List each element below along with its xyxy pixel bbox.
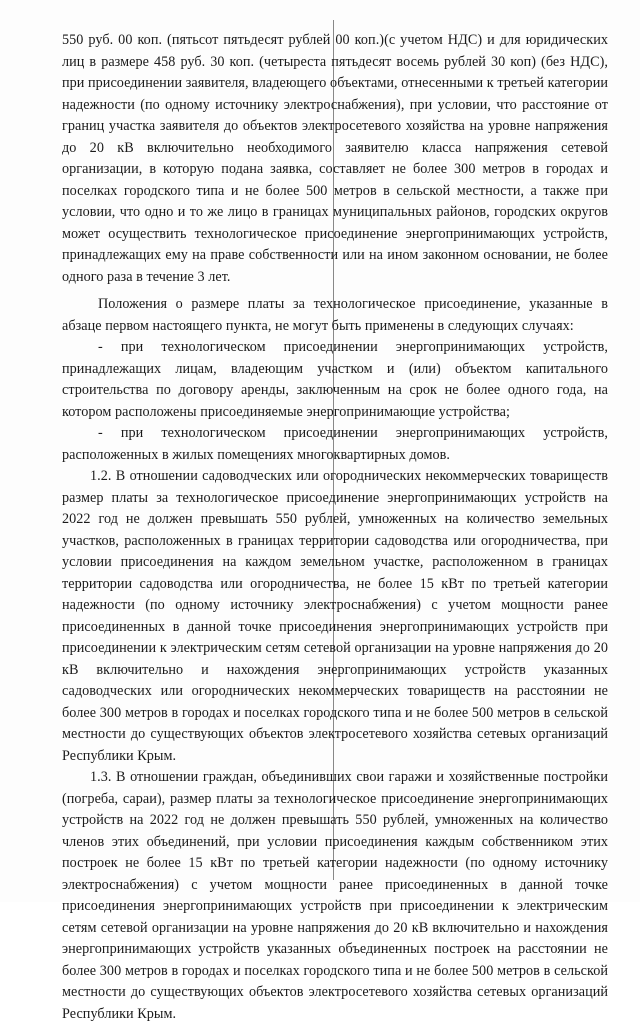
document-body [62,30,608,1025]
paragraph-tariff-continuation: 550 руб. 00 коп. (пятьсот пятьдесят рублей 00 коп.)(с учетом НДС) и для юридических лиц в размере 458 руб. 30 коп. (четыреста пятьдесят восемь рублей 30 коп) (без НДС), при присоединении заявителя, владеющего объектами, отнесенными к третьей категории надежности (по одному источнику электроснабжения), при условии, что расстояние от границ участка заявителя до объектов электросетевого хозяйства на уровне напряжения до 20 кВ включительно необходимого заявителю класса напряжения сетевой организации, в которую подана заявка, составляет не более 300 метров в городах и поселках городского типа и не более 500 метров в сельской местности, а также при условии, что одно и то же лицо в границах муниципальных районов, городских округов может осуществить технологическое присоединение энергопринимающих устройств, принадлежащих ему на праве собственности или на ином законном основании, не более одного раза в течение 3 лет. [62,32,608,285]
paragraph-restrictions-intro: Положения о размере платы за технологическое присоединение, указанные в абзаце первом настоящего пункта, не могут быть применены в следующих случаях: [62,296,608,334]
clause-1-2: 1.2. В отношении садоводческих или огороднических некоммерческих товариществ размер платы за технологическое присоединение энергопринимающих устройств на 2022 год не должен превышать 550 рублей, умноженных на количество земельных участков, расположенных в границах территории садоводства или огородничества, при условии присоединения на каждом земельном участке, расположенном в границах территории садоводства или огородничества, не более 15 кВт по третьей категории надежности (по одному источнику электроснабжения) с учетом мощности ранее присоединенных в данной точке присоединения энергопринимающих устройств при присоединении к электрическим сетям сетевой организации на уровне напряжения до 20 кВ включительно и нахождения энергопринимающих устройств указанных садоводческих или огороднических некоммерческих товариществ на расстоянии не более 300 метров в городах и поселках городского типа и не более 500 метров в сельской местности до существующих объектов электросетевого хозяйства сетевых организаций Республики Крым. [62,468,608,764]
list-item-apartments: - при технологическом присоединении энергопринимающих устройств, расположенных в жилых помещениях многоквартирных домов. [62,425,608,463]
clause-1-3: 1.3. В отношении граждан, объединивших свои гаражи и хозяйственные постройки (погреба, сараи), размер платы за технологическое присоединение энергопринимающих устройств на 2022 год не должен превышать 550 рублей, умноженных на количество членов этих объединений, при условии присоединения каждым собственником этих построек не более 15 кВт по третьей категории надежности (по одному источнику электроснабжения) с учетом мощности ранее присоединенных в данной точке присоединения энергопринимающих устройств при присоединении к электрическим сетям сетевой организации на уровне напряжения до 20 кВ включительно и нахождения энергопринимающих устройств указанных объединенных построек на расстоянии не более 300 метров в городах и поселках городского типа и не более 500 метров в сельской местности до существующих объектов электросетевого хозяйства сетевых организаций Республики Крым. [62,769,608,1022]
list-item-lease: - при технологическом присоединении энергопринимающих устройств, принадлежащих лицам, владеющим участком и (или) объектом капитального строительства по договору аренды, заключенным на срок не более одного года, на котором расположены присоединяемые энергопринимающие устройства; [62,339,608,420]
